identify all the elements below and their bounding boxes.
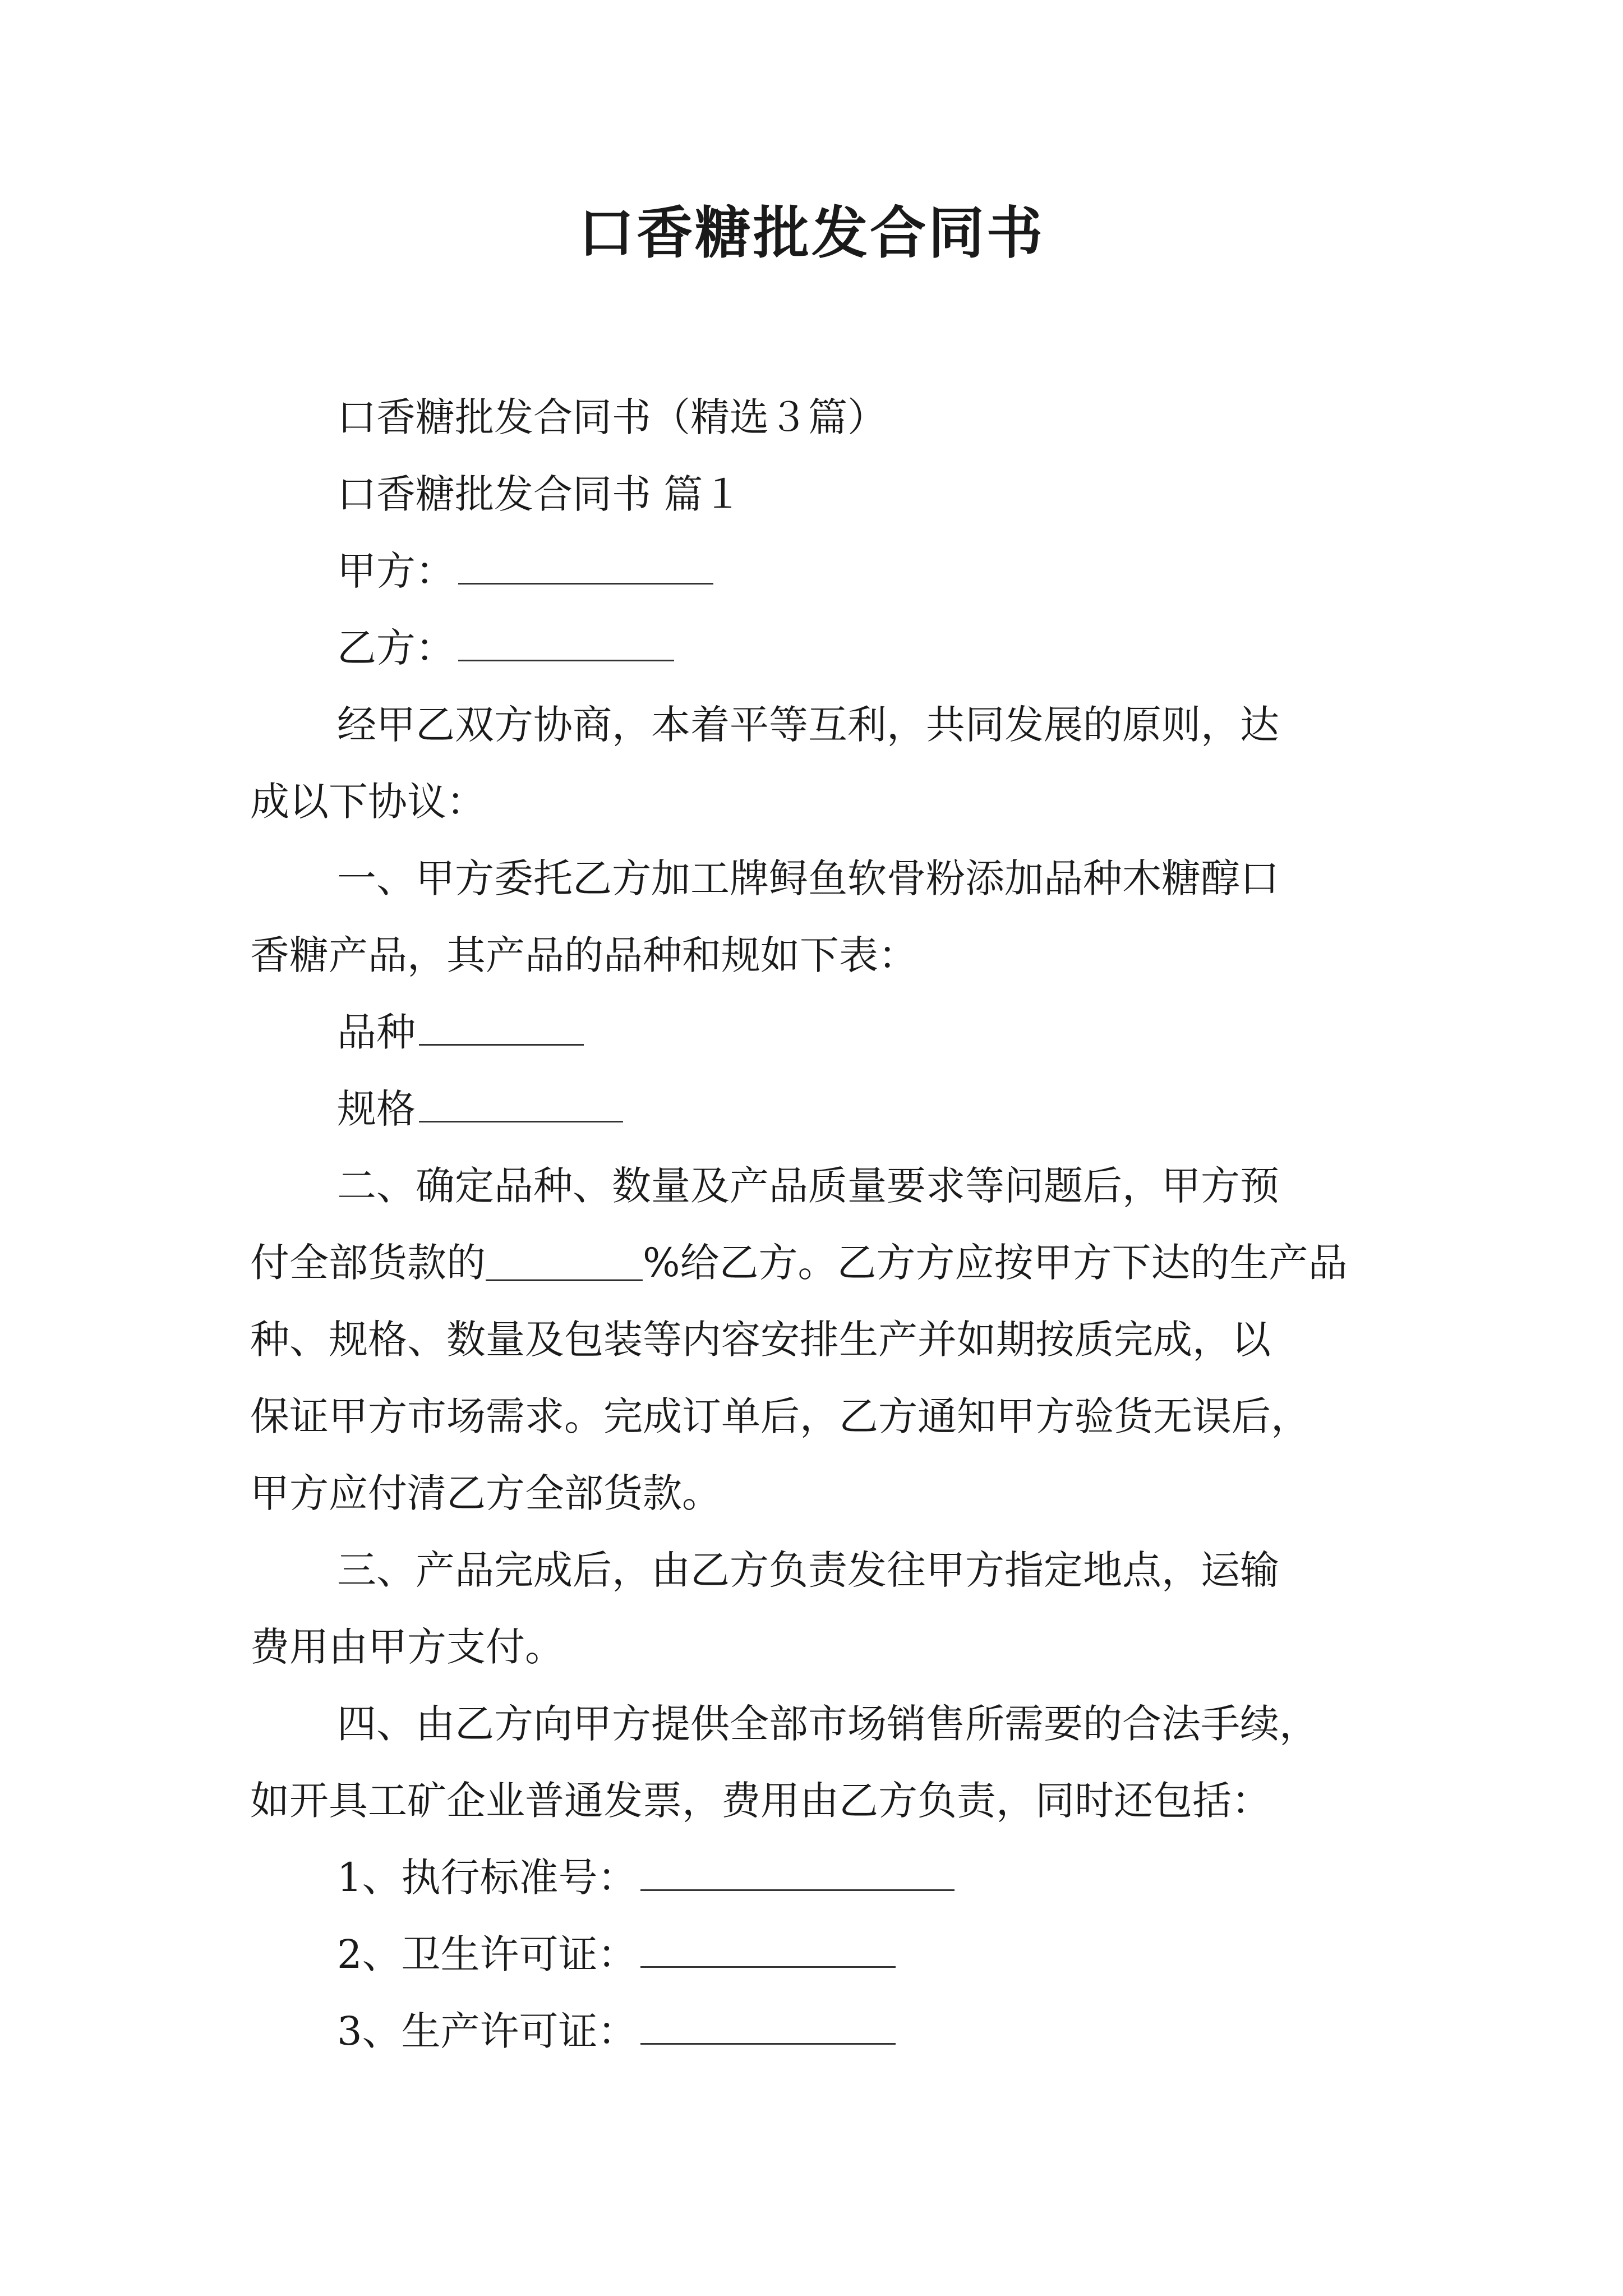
- line-text: 如开具工矿企业普通发票，费用由乙方负责，同时还包括：: [250, 1778, 1271, 1824]
- fill-in-blank: [640, 1860, 955, 1891]
- text-line: [250, 456, 1389, 533]
- text-line: [250, 1609, 1389, 1686]
- line-text: 1、执行标准号：: [337, 1855, 637, 1901]
- line-text: 品种: [337, 1009, 416, 1055]
- text-line: [250, 1532, 1389, 1609]
- line-text: 一、甲方委托乙方加工牌鲟鱼软骨粉添加品种木糖醇口: [337, 855, 1279, 901]
- line-text: 成以下协议：: [250, 779, 486, 825]
- document-title: 口香糖批发合同书: [578, 200, 1045, 266]
- line-text: 口香糖批发合同书 篇１: [337, 471, 743, 517]
- line-text: 香糖产品，其产品的品种和规如下表：: [250, 932, 917, 978]
- line-text: 三、产品完成后，由乙方负责发往甲方指定地点，运输: [337, 1547, 1279, 1593]
- text-line: [250, 687, 1389, 763]
- fill-in-blank: [640, 1937, 896, 1968]
- text-line: [250, 610, 1389, 687]
- text-line: [250, 840, 1389, 917]
- text-line: [250, 1301, 1389, 1378]
- text-line: [250, 1378, 1389, 1455]
- text-line: [250, 1225, 1389, 1301]
- line-text: 乙方：: [337, 625, 455, 671]
- text-line: [250, 1686, 1389, 1763]
- text-line: [250, 379, 1389, 456]
- line-text: 付全部货款的＿＿＿＿%给乙方。乙方方应按甲方下达的生产品: [250, 1240, 1348, 1286]
- fill-in-blank: [640, 2014, 896, 2045]
- line-text: 四、由乙方向甲方提供全部市场销售所需要的合法手续，: [337, 1701, 1318, 1747]
- text-line: [250, 917, 1389, 994]
- text-line: [250, 1148, 1389, 1225]
- fill-in-blank: [458, 554, 713, 585]
- text-line: [250, 1839, 1389, 1916]
- fill-in-blank: [458, 631, 674, 661]
- line-text: 费用由甲方支付。: [250, 1624, 564, 1670]
- line-text: 3、生产许可证：: [337, 2008, 637, 2054]
- text-line: [250, 1916, 1389, 1993]
- fill-in-blank: [419, 1015, 584, 1046]
- text-line: [250, 1763, 1389, 1839]
- text-line: [250, 1993, 1389, 2070]
- line-text: 甲方：: [337, 548, 455, 594]
- text-line: [250, 533, 1389, 610]
- line-text: 经甲乙双方协商，本着平等互利，共同发展的原则，达: [337, 702, 1279, 748]
- line-text: 二、确定品种、数量及产品质量要求等问题后，甲方预: [337, 1163, 1279, 1209]
- text-line: [250, 763, 1389, 840]
- line-text: 种、规格、数量及包装等内容安排生产并如期按质完成，以: [250, 1317, 1271, 1363]
- line-text: 口香糖批发合同书（精选３篇）: [337, 394, 887, 440]
- line-text: 保证甲方市场需求。完成订单后，乙方通知甲方验货无误后，: [250, 1393, 1310, 1439]
- text-line: [250, 1071, 1389, 1148]
- text-line: [250, 1455, 1389, 1532]
- text-line: [250, 994, 1389, 1071]
- line-text: 规格: [337, 1086, 416, 1132]
- fill-in-blank: [419, 1092, 623, 1122]
- line-text: 2、卫生许可证：: [337, 1931, 637, 1977]
- document-body: [250, 379, 1389, 2070]
- line-text: 甲方应付清乙方全部货款。: [250, 1470, 721, 1516]
